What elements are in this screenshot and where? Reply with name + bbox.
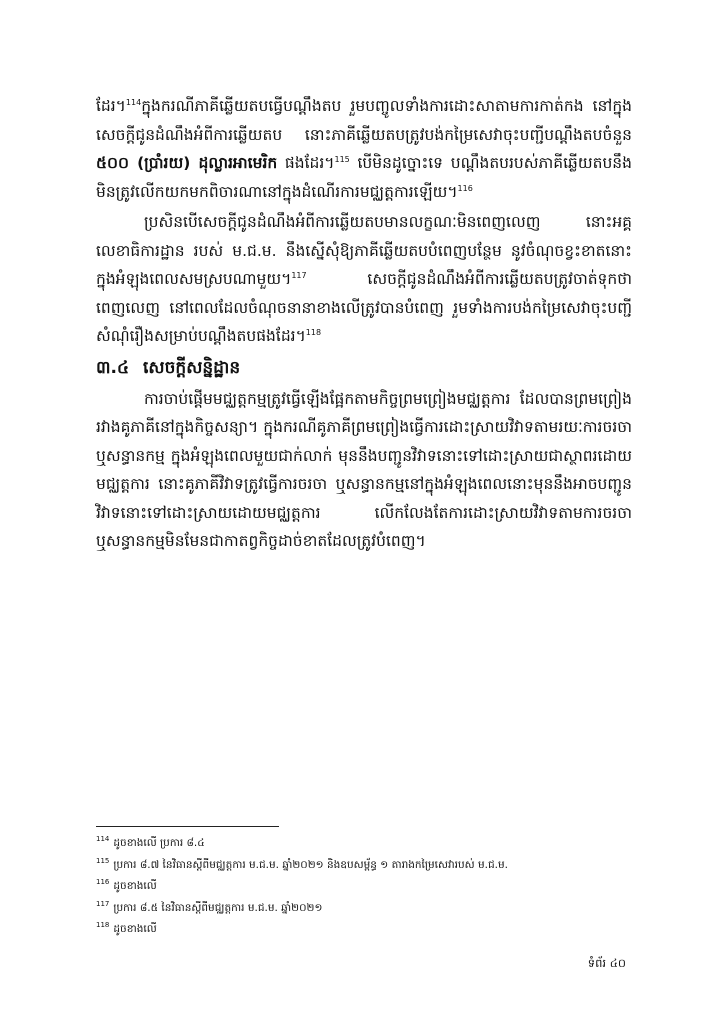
footnote-ref[interactable]: 117 bbox=[291, 271, 307, 280]
paragraph-2 bbox=[96, 208, 632, 351]
footnote-text: ប្រការ ៨.៥ នៃវិធានស្តីពីមជ្ឈត្តការ ម.ជ.ម. ឆ្នាំ២០២១ bbox=[113, 901, 323, 914]
footnote-divider bbox=[96, 826, 279, 827]
section-heading bbox=[96, 353, 632, 383]
paragraph-3 bbox=[96, 385, 632, 556]
page-number: ទំព័រ ៤០ bbox=[587, 956, 626, 970]
fee-amount: ៥០០ (ប្រាំរយ) ដុល្លារអាមេរិក bbox=[96, 154, 278, 172]
paragraph-text: សេចក្តីជូនដំណឹងអំពីការឆ្លើយតបត្រូវចាត់ទុកថាពេញលេញ នៅពេលដែលចំណុចនានាខាងលើត្រូវបានបំពេញ រួមទាំងការបង់កម្រៃសេវាចុះបញ្ជីសំណុំរឿងសម្រាប់បណ្តឹងតបផងដែរ។ bbox=[96, 270, 632, 345]
footnotes bbox=[96, 826, 632, 941]
footnote-number: 117 bbox=[96, 899, 110, 908]
footnote-number: 116 bbox=[96, 878, 110, 886]
main-content bbox=[96, 92, 632, 556]
footnote-ref[interactable]: 115 bbox=[334, 155, 350, 164]
paragraph-text: ប្រសិនបើសេចក្តីជូនដំណឹងអំពីការឆ្លើយតបមានលក្ខណៈមិនពេញលេញ នោះអគ្គលេខាធិការដ្ឋាន របស់ ម.ជ.ម. នឹងស្នើសុំឱ្យភាគីឆ្លើយតបបំពេញបន្ថែម នូវចំណុចខ្វះខាតនោះ ក្នុងអំឡុងពេលសមស្របណាមួយ។ bbox=[96, 213, 632, 288]
footnote-item bbox=[96, 898, 632, 920]
paragraph-text: បើមិនដូច្នោះទេ បណ្តឹងតបរបស់ភាគីឆ្លើយតបនឹងមិនត្រូវលើកយកមកពិចារណានៅក្នុងដំណើរការមជ្ឈត្តការឡើយ។ bbox=[96, 154, 632, 201]
footnote-ref[interactable]: 116 bbox=[457, 183, 473, 193]
paragraph-text: ផងដែរ។ bbox=[284, 154, 335, 172]
paragraph-text: ការចាប់ផ្តើមមជ្ឈត្តកម្មត្រូវធ្វើឡើងផ្អែកតាមកិច្ចព្រមព្រៀងមជ្ឈត្តការ ដែលបានព្រមព្រៀងរវាងគូភាគីនៅក្នុងកិច្ចសន្យា។ ក្នុងករណីគូភាគីព្រមព្រៀងធ្វើការដោះស្រាយវិវាទតាមរយៈការចរចា ឬសន្ធានកម្ម ក្នុងអំឡុងពេលមួយជាក់លាក់ មុននឹងបញ្ជូនវិវាទនោះទៅដោះស្រាយជាស្ថាពរដោយមជ្ឈត្តការ នោះគូភាគីវិវាទត្រូវធ្វើការចរចា ឬសន្ធានកម្មនៅក្នុងអំឡុងពេលនោះមុននឹងអាចបញ្ជូនវិវាទនោះទៅដោះស្រាយដោយមជ្ឈត្តការ លើកលែងតែការដោះស្រាយវិវាទតាមការចរចា ឬសន្ធានកម្មមិនមែនជាកាតព្វកិច្ចដាច់ខាតដែលត្រូវបំពេញ។ bbox=[96, 389, 632, 550]
footnote-item bbox=[96, 833, 632, 855]
section-number: ៣.៤ bbox=[96, 357, 130, 378]
footnote-number: 115 bbox=[96, 856, 110, 865]
footnote-item bbox=[96, 855, 632, 877]
footnote-text: ប្រការ ៨.៧ នៃវិធានស្តីពីមជ្ឈត្តការ ម.ជ.ម. ឆ្នាំ២០២១ និងឧបសម្ព័ន្ធ ១ តារាងកម្រៃសេវារបស់ ម.ជ.ម. bbox=[113, 858, 509, 871]
footnote-text: ដូចខាងលើ ប្រការ ៨.៤ bbox=[113, 837, 205, 849]
paragraph-text: ដែរ។ bbox=[96, 97, 126, 115]
footnote-text: ដូចខាងលើ bbox=[113, 880, 157, 892]
section-title: សេចក្តីសន្និដ្ឋាន bbox=[143, 357, 241, 378]
footnote-item bbox=[96, 919, 632, 941]
paragraph-text: ក្នុងករណីភាគីឆ្លើយតបធ្វើបណ្តឹងតប រួមបញ្ចូលទាំងការដោះសាតាមការកាត់កង នៅក្នុងសេចក្តីជូនដំណឹងអំពីការឆ្លើយតប នោះភាគីឆ្លើយតបត្រូវបង់កម្រៃសេវាចុះបញ្ជីបណ្តឹងតបចំនួន bbox=[96, 97, 632, 144]
footnote-ref[interactable]: 114 bbox=[125, 98, 142, 107]
footnote-number: 118 bbox=[96, 921, 110, 929]
footnote-item bbox=[96, 876, 632, 898]
footnote-text: ដូចខាងលើ bbox=[113, 923, 157, 935]
footnote-ref[interactable]: 118 bbox=[305, 328, 322, 337]
paragraph-1 bbox=[96, 92, 632, 206]
footnote-number: 114 bbox=[96, 835, 110, 843]
